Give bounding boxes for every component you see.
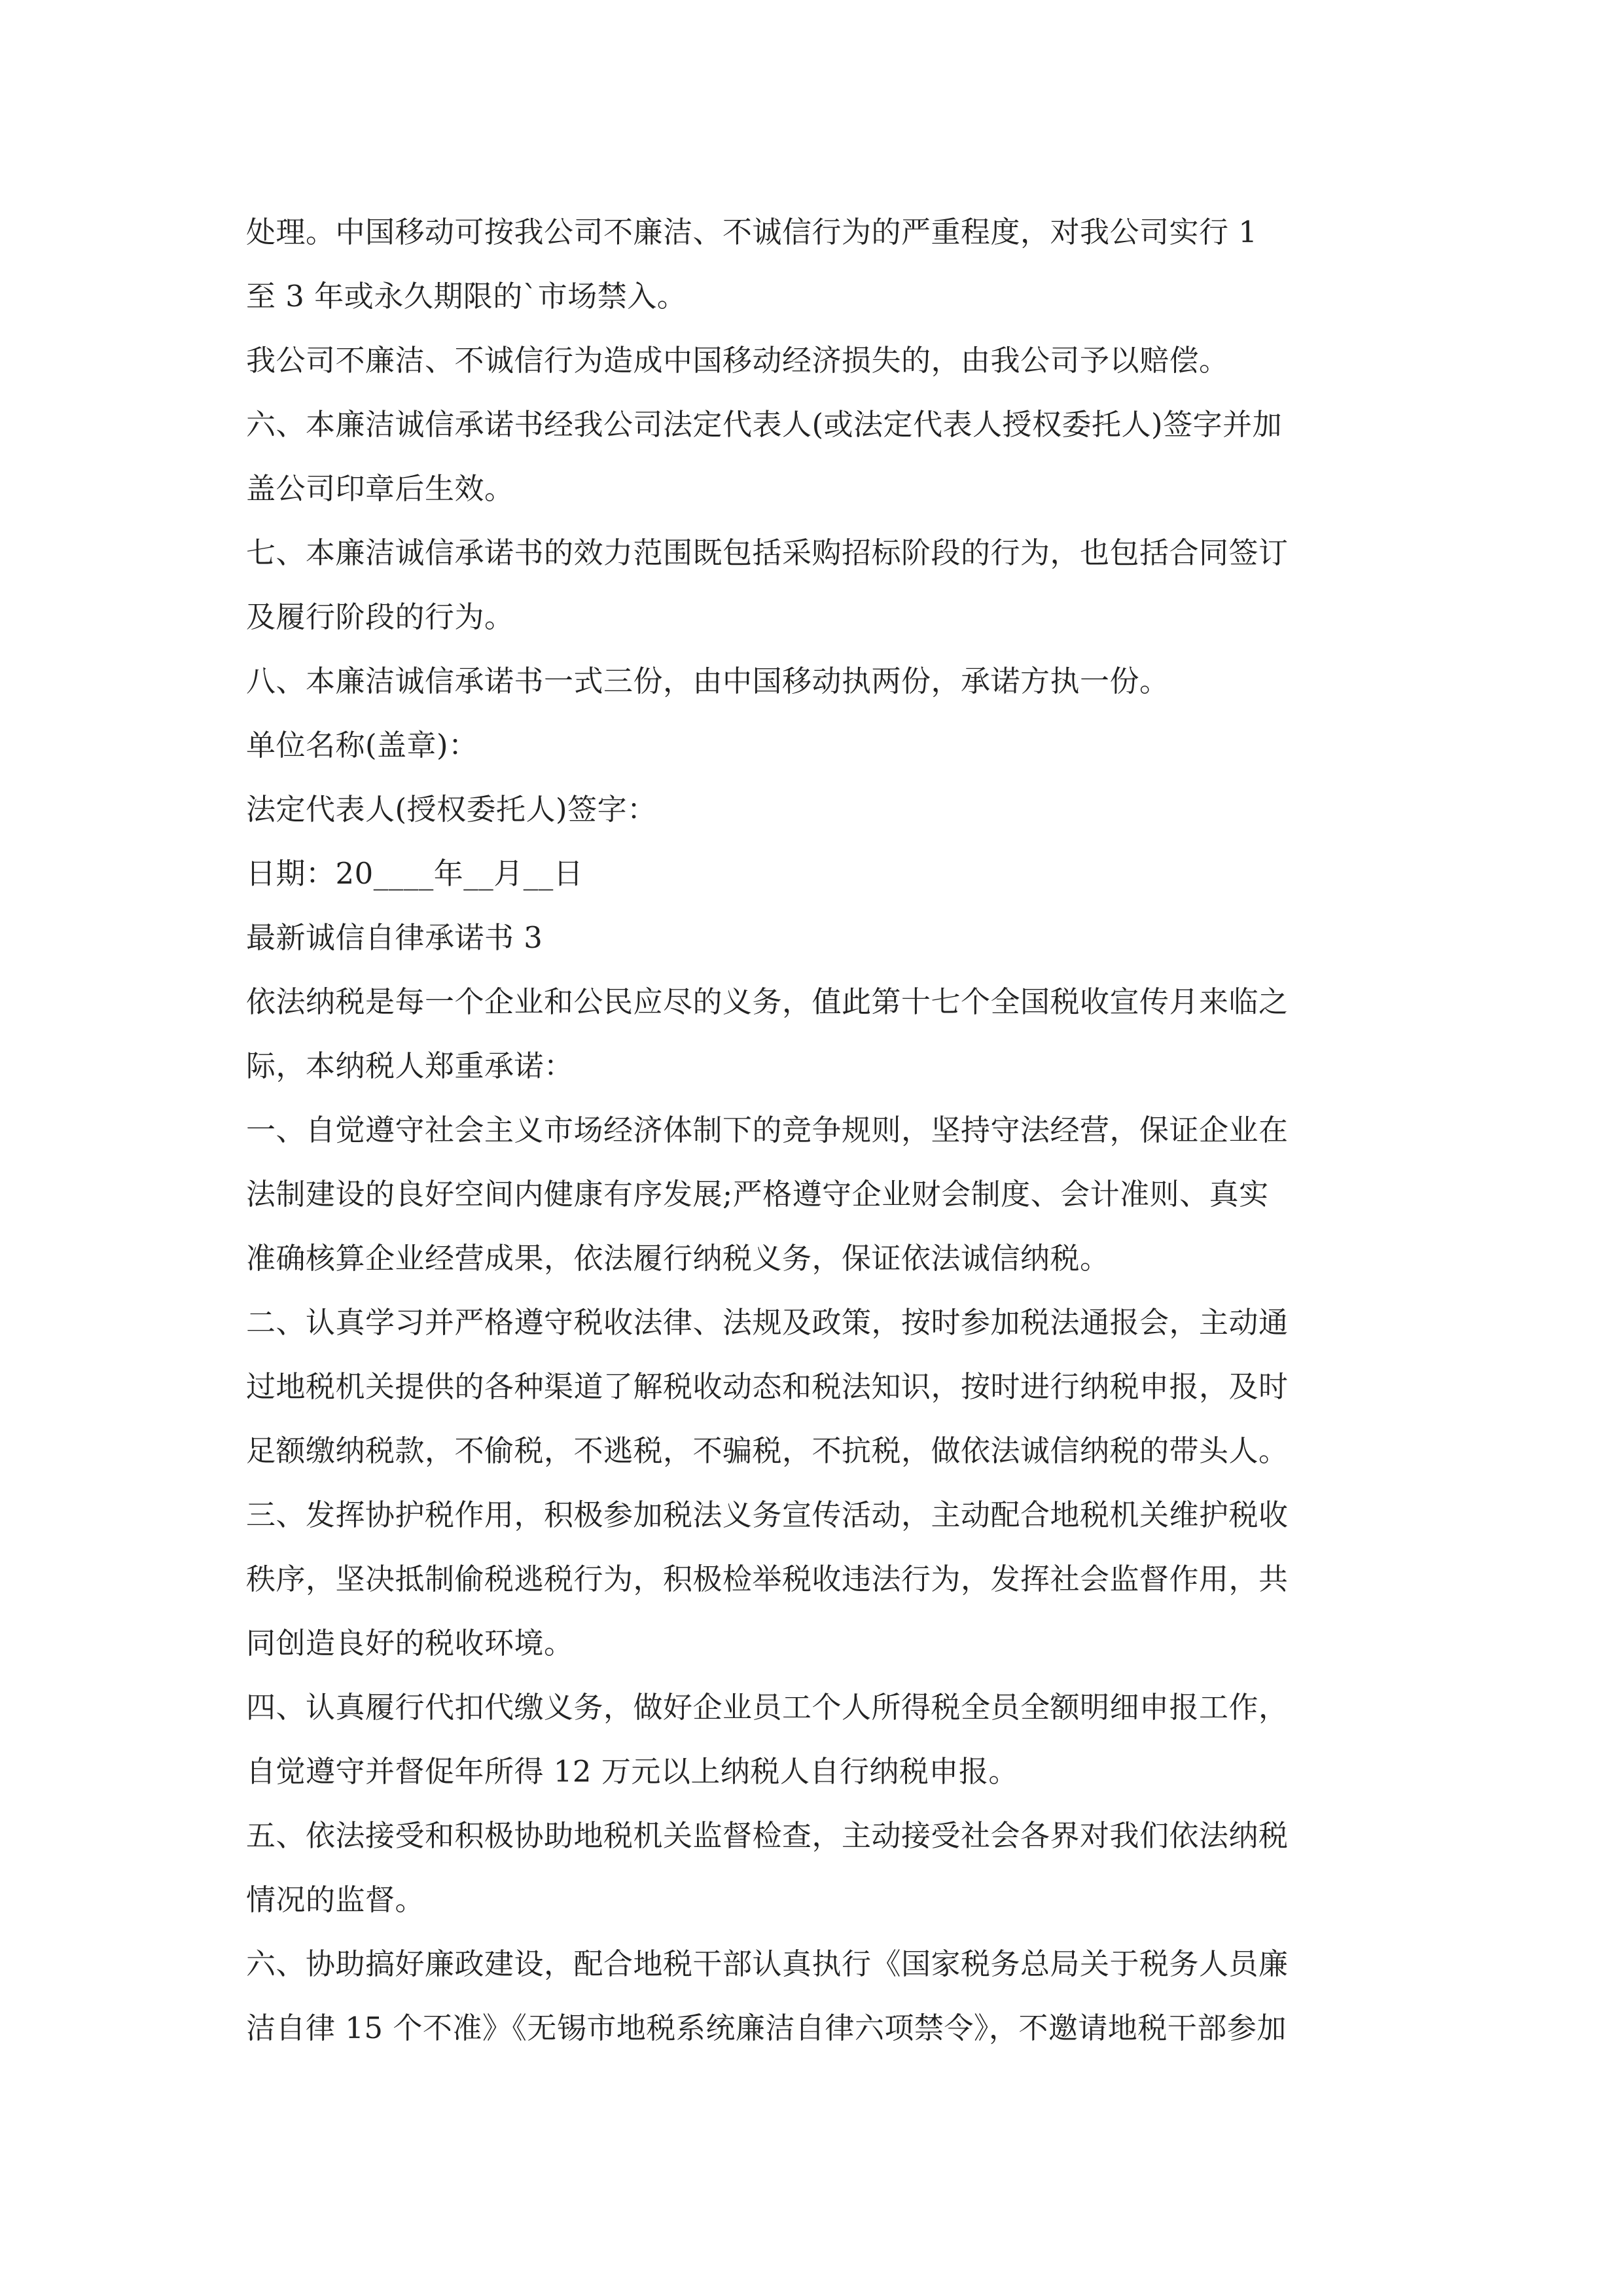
section-title: 最新诚信自律承诺书 3	[246, 920, 543, 955]
text-line: 际，本纳税人郑重承诺：	[246, 1049, 574, 1083]
text-line: 过地税机关提供的各种渠道了解税收动态和税法知识，按时进行纳税申报，及时	[246, 1369, 1289, 1404]
text-line: 情况的监督。	[246, 1882, 425, 1917]
text-line: 处理。中国移动可按我公司不廉洁、不诚信行为的严重程度，对我公司实行 1	[246, 215, 1258, 249]
text-line: 六、本廉洁诚信承诺书经我公司法定代表人(或法定代表人授权委托人)签字并加	[246, 407, 1283, 442]
text-line: 六、协助搞好廉政建设，配合地税干部认真执行《国家税务总局关于税务人员廉	[246, 1946, 1289, 1981]
text-line: 准确核算企业经营成果，依法履行纳税义务，保证依法诚信纳税。	[246, 1241, 1110, 1276]
text-line: 五、依法接受和积极协助地税机关监督检查，主动接受社会各界对我们依法纳税	[246, 1818, 1289, 1853]
signature-label: 法定代表人(授权委托人)签字：	[246, 792, 657, 827]
text-line: 及履行阶段的行为。	[246, 600, 514, 634]
text-line: 八、本廉洁诚信承诺书一式三份，由中国移动执两份，承诺方执一份。	[246, 664, 1169, 698]
text-line: 秩序，坚决抵制偷税逃税行为，积极检举税收违法行为，发挥社会监督作用，共	[246, 1562, 1289, 1596]
date-label: 日期：20____年__月__日	[246, 856, 584, 891]
text-line: 至 3 年或永久期限的`市场禁入。	[246, 279, 687, 314]
text-line: 同创造良好的税收环境。	[246, 1626, 574, 1660]
text-line: 我公司不廉洁、不诚信行为造成中国移动经济损失的，由我公司予以赔偿。	[246, 343, 1229, 378]
text-line: 盖公司印章后生效。	[246, 471, 514, 506]
text-line: 一、自觉遵守社会主义市场经济体制下的竞争规则，坚持守法经营，保证企业在	[246, 1113, 1289, 1147]
text-line: 法制建设的良好空间内健康有序发展;严格遵守企业财会制度、会计准则、真实	[246, 1177, 1269, 1211]
text-line: 洁自律 15 个不准》《无锡市地税系统廉洁自律六项禁令》，不邀请地税干部参加	[246, 2011, 1287, 2045]
text-line: 三、发挥协护税作用，积极参加税法义务宣传活动，主动配合地税机关维护税收	[246, 1498, 1289, 1532]
text-line: 自觉遵守并督促年所得 12 万元以上纳税人自行纳税申报。	[246, 1754, 1018, 1789]
unit-name-label: 单位名称(盖章)：	[246, 728, 478, 762]
text-line: 二、认真学习并严格遵守税收法律、法规及政策，按时参加税法通报会，主动通	[246, 1305, 1289, 1340]
text-line: 七、本廉洁诚信承诺书的效力范围既包括采购招标阶段的行为，也包括合同签订	[246, 535, 1289, 570]
text-line: 依法纳税是每一个企业和公民应尽的义务，值此第十七个全国税收宣传月来临之	[246, 984, 1289, 1019]
text-line: 足额缴纳税款，不偷税，不逃税，不骗税，不抗税，做依法诚信纳税的带头人。	[246, 1433, 1289, 1468]
text-line: 四、认真履行代扣代缴义务，做好企业员工个人所得税全员全额明细申报工作，	[246, 1690, 1289, 1725]
document-body	[246, 200, 1398, 2060]
